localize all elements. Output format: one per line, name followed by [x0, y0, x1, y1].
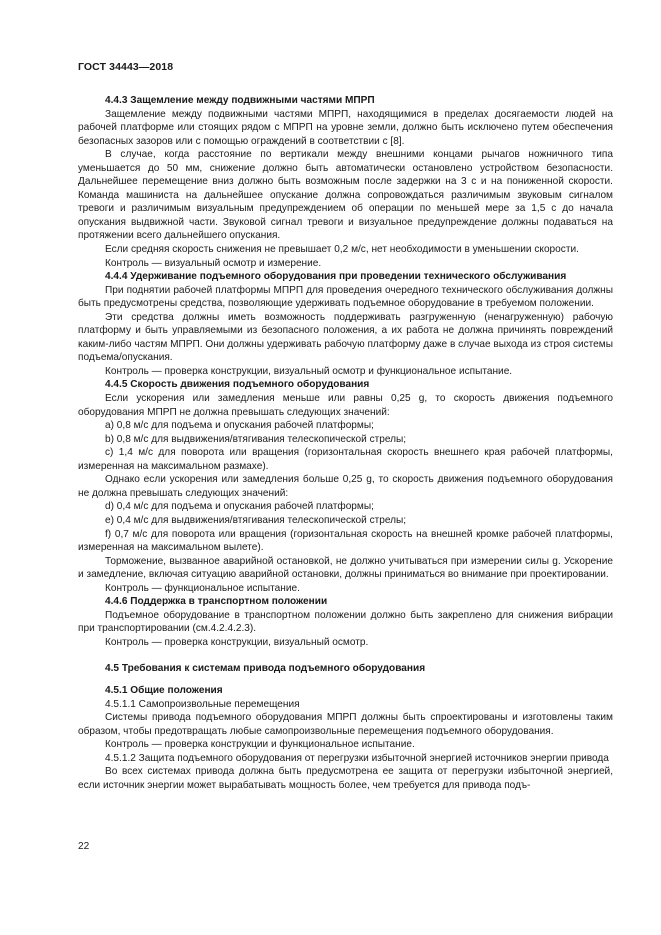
page-number: 22 [78, 841, 90, 852]
document-header: ГОСТ 34443—2018 [78, 61, 174, 73]
paragraph: Торможение, вызванное аварийной остановкой, не должно учитываться при измерении силы g. Ускорение и замедление, включая ситуацию аварийной остановки, должны приниматься во внимание при проектировании. [78, 555, 613, 581]
paragraph: Однако если ускорения или замедления больше 0,25 g, то скорость движения подъемного оборудования не должна превышать следующих значений: [78, 474, 613, 499]
section-heading: 4.4.3 Защемление между подвижными частями МПРП [105, 95, 375, 106]
section-heading: 4.4.4 Удерживание подъемного оборудования при проведении технического обслуживания [105, 271, 567, 283]
paragraph: Защемление между подвижными частями МПРП, находящимися в пределах досягаемости людей на рабочей платформе или стоящих рядом с МПРП на уровне земли, должно быть исключено путем обеспечения безопасных зазоров или с помощью ограждений в соответствии с [8]. [78, 108, 613, 147]
paragraph: Контроль — визуальный осмотр и измерение. [105, 257, 322, 269]
paragraph: Если ускорения или замедления меньше или равны 0,25 g, то скорость движения подъемного оборудования МПРП не должна превышать следующих значений: [78, 393, 613, 418]
list-item: f) 0,7 м/с для поворота или вращения (горизонтальная скорость на внешней кромке рабочей платформы, измеренная на максимальном вылете). [78, 528, 613, 554]
paragraph: Эти средства должны иметь возможность поддерживать разгруженную (ненагруженную) рабочую платформу и быть управляемыми из безопасного положения, а их работа не должна причинять повреждений каким-либо частям МПРП. Они должны удерживать рабочую платформу даже в случае выхода из строя системы подъема/опускания. [78, 311, 613, 364]
clause-title: 4.5.1.1 Самопроизвольные перемещения [105, 698, 300, 710]
paragraph: Подъемное оборудование в транспортном положении должно быть закреплено для снижения вибрации при транспортировании (см.4.2.4.2.3). [78, 609, 613, 635]
section-heading: 4.4.6 Поддержка в транспортном положении [105, 596, 328, 608]
paragraph: При поднятии рабочей платформы МПРП для проведения очередного технического обслуживания должны быть предусмотрены средства, позволяющие удерживать подъемное оборудование в требуемом положении. [78, 284, 613, 310]
page-body [78, 94, 613, 792]
paragraph: Контроль — проверка конструкции, визуальный осмотр. [105, 636, 369, 648]
list-item: a) 0,8 м/с для подъема и опускания рабочей платформы; [105, 420, 374, 432]
section-heading: 4.4.5 Скорость движения подъемного оборудования [105, 379, 370, 391]
list-item: c) 1,4 м/с для поворота или вращения (горизонтальная скорость внешнего края рабочей платформы, измеренная на максимальном размахе). [78, 447, 613, 472]
paragraph: Системы привода подъемного оборудования МПРП должны быть спроектированы и изготовлены таким образом, чтобы предотвращать любые самопроизвольные перемещения подъемного оборудования. [78, 712, 613, 737]
section-heading: 4.5 Требования к системам привода подъемного оборудования [105, 663, 426, 675]
subsection-heading: 4.5.1 Общие положения [105, 684, 223, 696]
clause-title: 4.5.1.2 Защита подъемного оборудования от перегрузки избыточной энергией источников энергии привода [105, 752, 609, 764]
paragraph: Во всех системах привода должна быть предусмотрена ее защита от перегрузки избыточной энергией, если источник энергии может вырабатывать мощность более, чем требуется для привода подъ- [78, 766, 613, 791]
list-item: e) 0,4 м/с для выдвижения/втягивания телескопической стрелы; [105, 514, 407, 526]
list-item: b) 0,8 м/с для выдвижения/втягивания телескопической стрелы; [105, 433, 407, 445]
paragraph: Контроль — функциональное испытание. [105, 582, 300, 594]
paragraph: Если средняя скорость снижения не превышает 0,2 м/с, нет необходимости в уменьшении скорости. [105, 244, 579, 256]
paragraph: В случае, когда расстояние по вертикали между внешними концами рычагов ножничного типа уменьшается до 50 мм, снижение должно быть автоматически остановлено устройством безопасности. Дальнейшее перемещение вниз должно быть возможным после задержки на 3 с и на пониженной скорости. Команда машиниста на дальнейшее опускание должна сопровождаться различимым звуковым сигналом тревоги и различимым визуальным предупреждением об операции по меньшей мере за 1,5 с до начала опускания выдвижной части. Звуковой сигнал тревоги и визуальное предупреждение должны подаваться на протяжении всего дальнейшего опускания. [78, 149, 613, 242]
list-item: d) 0,4 м/с для подъема и опускания рабочей платформы; [105, 501, 374, 513]
paragraph: Контроль — проверка конструкции и функциональное испытание. [105, 739, 415, 751]
paragraph: Контроль — проверка конструкции, визуальный осмотр и функциональное испытание. [105, 365, 513, 377]
